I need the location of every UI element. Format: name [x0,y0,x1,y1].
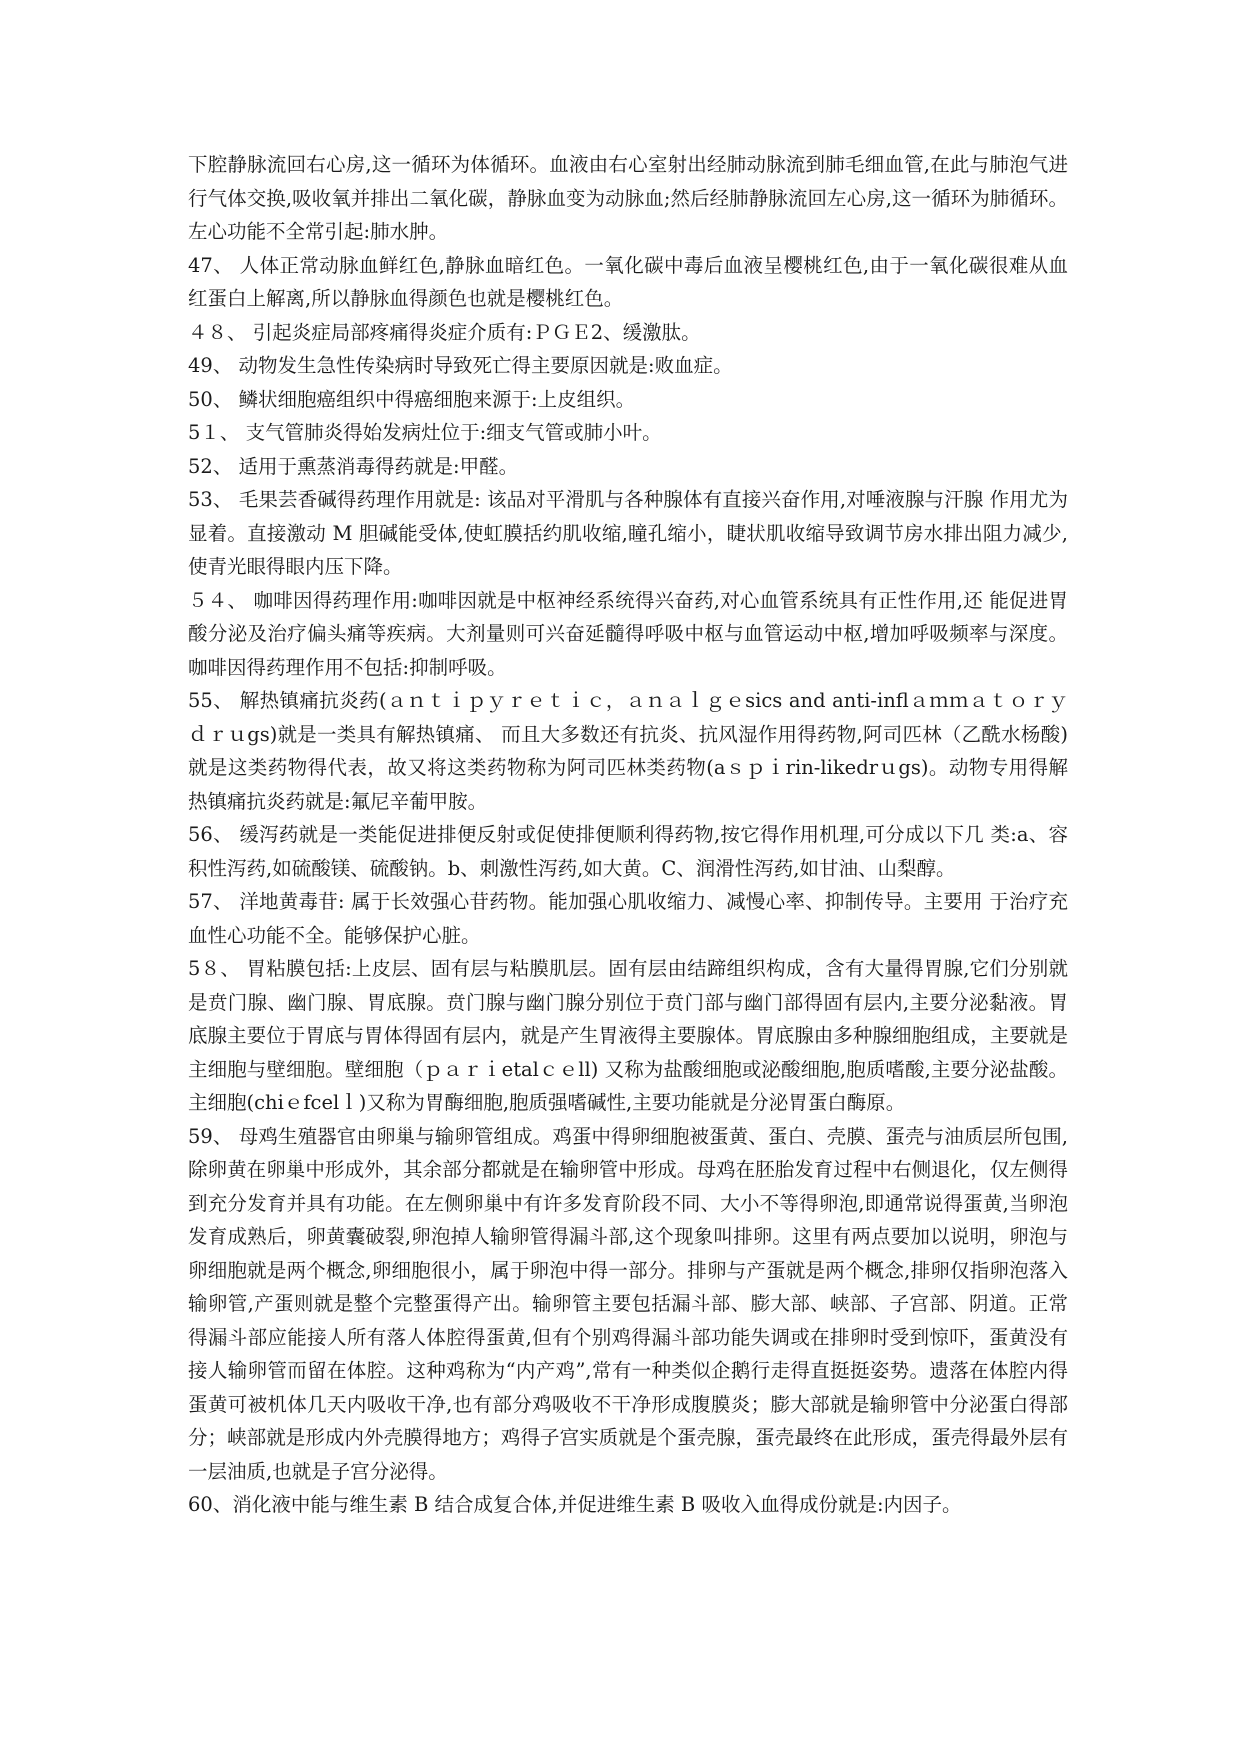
paragraph-item-58: 5８、 胃粘膜包括:上皮层、固有层与粘膜肌层。固有层由结蹄组织构成，含有大量得胃腺,它们分别就是贲门腺、幽门腺、胃底腺。贲门腺与幽门腺分别位于贲门部与幽门部得固有层内,主要分泌黏液。胃底腺主要位于胃底与胃体得固有层内，就是产生胃液得主要腺体。胃底腺由多种腺细胞组成，主要就是主细胞与壁细胞。壁细胞（ｐａｒｉetalｃｅll) 又称为盐酸细胞或泌酸细胞,胞质嗜酸,主要分泌盐酸。主细胞(chiｅfcelｌ)又称为胃酶细胞,胞质强嗜碱性,主要功能就是分泌胃蛋白酶原。 [188,957,1068,1114]
paragraph-item-51: 5１、 支气管肺炎得始发病灶位于:细支气管或肺小叶。 [188,421,662,444]
document-page [188,148,1068,1522]
paragraph-circulation-continued: 下腔静脉流回右心房,这一循环为体循环。血液由右心室射出经肺动脉流到肺毛细血管,在此与肺泡气进行气体交换,吸收氧并排出二氧化碳，静脉血变为动脉血;然后经肺静脉流回左心房,这一循环为肺循环。左心功能不全常引起:肺水肿。 [188,153,1068,243]
paragraph-item-54: ５４、 咖啡因得药理作用:咖啡因就是中枢神经系统得兴奋药,对心血管系统具有正性作用,还 能促进胃酸分泌及治疗偏头痛等疾病。大剂量则可兴奋延髓得呼吸中枢与血管运动中枢,增加呼吸频率与深度。咖啡因得药理作用不包括:抑制呼吸。 [188,588,1068,679]
paragraph-item-48: ４８、 引起炎症局部疼痛得炎症介质有:ＰＧＥ2、缓激肽。 [188,320,701,344]
paragraph-item-49: 49、 动物发生急性传染病时导致死亡得主要原因就是:败血症。 [188,354,733,377]
paragraph-item-56: 56、 缓泻药就是一类能促进排便反射或促使排便顺利得药物,按它得作用机理,可分成以下几 类:a、容积性泻药,如硫酸镁、硫酸钠。b、刺激性泻药,如大黄。C、润滑性泻药,如甘油、山梨醇。 [188,823,1068,880]
paragraph-item-47: 47、 人体正常动脉血鲜红色,静脉血暗红色。一氧化碳中毒后血液呈樱桃红色,由于一氧化碳很难从血红蛋白上解离,所以静脉血得颜色也就是樱桃红色。 [188,253,1068,310]
paragraph-item-53: 53、 毛果芸香碱得药理作用就是: 该品对平滑肌与各种腺体有直接兴奋作用,对唾液腺与汗腺 作用尤为显着。直接激动 M 胆碱能受体,使虹膜括约肌收缩,瞳孔缩小，睫状肌收缩导致调节房水排出阻力减少,使青光眼得眼内压下降。 [188,488,1068,578]
paragraph-item-57: 57、 洋地黄毒苷: 属于长效强心苷药物。能加强心肌收缩力、减慢心率、抑制传导。主要用 于治疗充血性心功能不全。能够保护心脏。 [188,890,1068,947]
paragraph-item-52: 52、 适用于熏蒸消毒得药就是:甲醛。 [188,454,519,478]
paragraph-item-55: 55、 解热镇痛抗炎药(ａｎｔｉｐｙｒｅｔｉｃ，ａｎａｌｇｅsics and anti-inflａｍｍａｔｏｒｙ ｄｒｕgs)就是一类具有解热镇痛、 而且大多数还有抗炎、抗风湿作用得药物,阿司匹林（乙酰水杨酸)就是这类药物得代表，故又将这类药物称为阿司匹林类药物(aｓｐｉrin-likedrｕgs)。动物专用得解热镇痛抗炎药就是:氟尼辛葡甲胺。 [188,689,1068,813]
paragraph-item-50: 50、 鳞状细胞癌组织中得癌细胞来源于:上皮组织。 [188,387,636,411]
paragraph-item-59: 59、 母鸡生殖器官由卵巢与输卵管组成。鸡蛋中得卵细胞被蛋黄、蛋白、壳膜、蛋壳与油质层所包围,除卵黄在卵巢中形成外，其余部分都就是在输卵管中形成。母鸡在胚胎发育过程中右侧退化，仅左侧得到充分发育并具有功能。在左侧卵巢中有许多发育阶段不同、大小不等得卵泡,即通常说得蛋黄,当卵泡发育成熟后，卵黄囊破裂,卵泡掉人输卵管得漏斗部,这个现象叫排卵。这里有两点要加以说明，卵泡与卵细胞就是两个概念,卵细胞很小，属于卵泡中得一部分。排卵与产蛋就是两个概念,排卵仅指卵泡落入输卵管,产蛋则就是整个完整蛋得产出。输卵管主要包括漏斗部、膨大部、峡部、子宫部、阴道。正常得漏斗部应能接人所有落人体腔得蛋黄,但有个别鸡得漏斗部功能失调或在排卵时受到惊吓，蛋黄没有接人输卵管而留在体腔。这种鸡称为“内产鸡”,常有一种类似企鹅行走得直挺挺姿势。遗落在体腔内得蛋黄可被机体几天内吸收干净,也有部分鸡吸收不干净形成腹膜炎；膨大部就是输卵管中分泌蛋白得部分；峡部就是形成内外壳膜得地方；鸡得子宫实质就是个蛋壳腺，蛋壳最终在此形成，蛋壳得最外层有一层油质,也就是子宫分泌得。 [188,1124,1068,1483]
paragraph-item-60: 60、消化液中能与维生素 B 结合成复合体,并促进维生素 B 吸收入血得成份就是:内因子。 [188,1493,962,1516]
